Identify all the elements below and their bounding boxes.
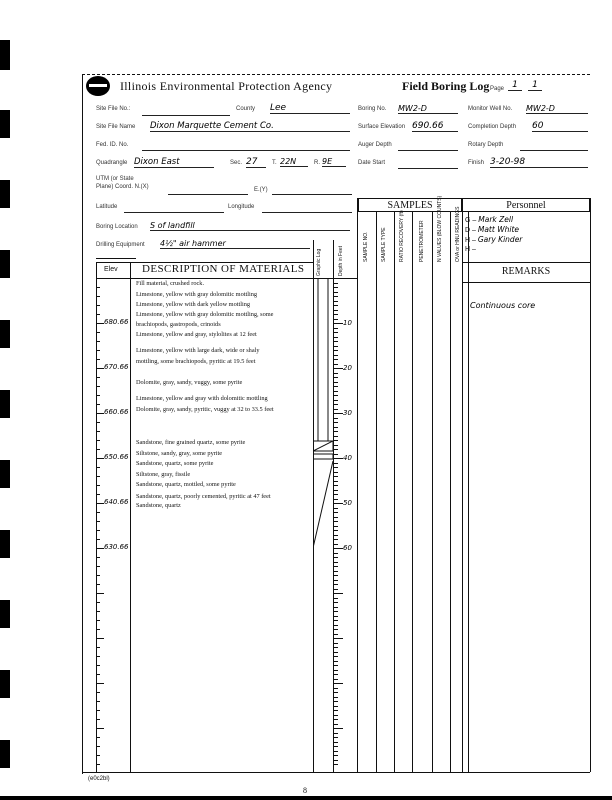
county-label: County [236, 106, 256, 112]
agency-name: Illinois Environmental Protection Agency [120, 79, 333, 93]
depth-tick [333, 755, 338, 756]
sample-column-header: SAMPLE TYPE [381, 227, 387, 262]
depth-tick [333, 652, 338, 653]
rule [462, 262, 590, 263]
depth-tick [333, 575, 338, 576]
depth-tick [333, 404, 338, 405]
depth-tick [333, 683, 343, 684]
description-header: DESCRIPTION OF MATERIALS [142, 263, 305, 275]
form-title: Field Boring Log [402, 79, 490, 93]
elev-tick [96, 377, 100, 378]
depth-tick [333, 733, 338, 734]
depth-tick [333, 440, 338, 441]
rule [412, 212, 413, 772]
elev-tick [96, 314, 100, 315]
elev-tick [96, 728, 104, 729]
depth-tick [333, 584, 338, 585]
depth-tick [333, 661, 338, 662]
latitude-label: Latitude [96, 204, 118, 210]
elev-tick [96, 737, 100, 738]
elev-tick [96, 566, 100, 567]
depth-tick [333, 710, 338, 711]
elev-tick [96, 548, 104, 549]
site-file-name-field[interactable]: Dixon Marquette Cement Co. [150, 121, 350, 132]
elevation-label: 650.66 [104, 453, 129, 461]
elev-tick [96, 575, 100, 576]
elev-tick [96, 539, 100, 540]
elev-tick [96, 503, 104, 504]
coord-n-field[interactable] [168, 184, 248, 195]
boring-no-label: Boring No. [358, 106, 387, 112]
depth-tick [333, 445, 338, 446]
range-field[interactable]: 9E [322, 157, 346, 167]
elev-tick [96, 440, 100, 441]
depth-tick [333, 350, 338, 351]
personnel-entry: H – [465, 246, 476, 253]
form-border-left [82, 74, 83, 774]
auger-depth-field[interactable] [398, 140, 458, 151]
depth-tick [333, 557, 338, 558]
elev-tick [96, 593, 104, 594]
finish-label: Finish [468, 160, 485, 166]
elev-tick [96, 557, 100, 558]
depth-tick [333, 418, 338, 419]
rule [462, 282, 590, 283]
sample-column-header: SAMPLE NO. [363, 231, 369, 262]
elev-tick [96, 467, 100, 468]
depth-tick [333, 521, 338, 522]
depth-tick [333, 751, 338, 752]
date-start-label: Date Start [358, 160, 386, 166]
depth-tick [333, 728, 343, 729]
iepa-logo [86, 76, 110, 96]
material-description: Limestone, yellow with gray dolomitic mottling [136, 291, 258, 298]
depth-tick [333, 634, 338, 635]
depth-tick [333, 458, 343, 459]
depth-tick [333, 373, 338, 374]
scan-edge [0, 796, 612, 800]
depth-tick [333, 692, 338, 693]
depth-tick [333, 679, 338, 680]
depth-tick [333, 580, 338, 581]
elev-tick [96, 431, 100, 432]
depth-tick [333, 526, 338, 527]
depth-tick [333, 544, 338, 545]
depth-label: 40 [343, 454, 352, 462]
depth-tick [333, 431, 338, 432]
depth-tick [333, 715, 338, 716]
depth-tick [333, 283, 338, 284]
graphic-log-unit [313, 454, 333, 459]
depth-tick [333, 337, 338, 338]
depth-tick [333, 499, 338, 500]
depth-tick [333, 638, 343, 639]
personnel-entry: G – Mark Zell [465, 215, 514, 224]
depth-tick [333, 400, 338, 401]
sample-column-header: OVA or HNU READINGS [455, 206, 461, 262]
binder-mark [0, 180, 10, 208]
latitude-field[interactable] [124, 202, 224, 213]
material-description: Dolomite, gray, sandy, pyritic, vuggy at 32 to 33.5 feet [136, 406, 274, 413]
elev-tick [96, 404, 100, 405]
elev-tick [96, 620, 100, 621]
elev-tick [96, 305, 100, 306]
quadrangle-field[interactable]: Dixon East [134, 157, 214, 168]
depth-tick [333, 467, 338, 468]
elev-tick [96, 368, 104, 369]
depth-tick [333, 476, 338, 477]
elev-tick [96, 323, 104, 324]
form-border-bottom [82, 772, 590, 773]
depth-tick [333, 706, 338, 707]
depth-tick [333, 332, 338, 333]
depth-tick [333, 319, 338, 320]
binder-mark [0, 740, 10, 768]
depth-tick [333, 301, 338, 302]
boring-location-field[interactable]: S of landfill [150, 221, 350, 231]
elev-tick [96, 665, 100, 666]
depth-tick [333, 503, 343, 504]
binder-mark [0, 670, 10, 698]
material-description: Sandstone, quartz, mottled, some pyrite [136, 481, 236, 488]
page-number-field[interactable]: 1 [508, 80, 522, 91]
material-description: Limestone, yellow with dark yellow mottling [136, 301, 251, 308]
elev-tick [96, 485, 100, 486]
county-field[interactable]: Lee [270, 103, 350, 114]
drilling-equipment-label: Drilling Equipment [96, 242, 145, 248]
depth-label: 10 [343, 319, 352, 327]
elev-tick [96, 350, 100, 351]
depth-tick [333, 449, 338, 450]
depth-tick [333, 377, 338, 378]
elev-tick [96, 386, 100, 387]
elev-tick [96, 701, 100, 702]
elev-tick [96, 296, 100, 297]
elev-tick [96, 638, 104, 639]
depth-tick [333, 305, 338, 306]
elevation-label: 670.66 [104, 363, 129, 371]
depth-tick [333, 674, 338, 675]
depth-tick [333, 602, 338, 603]
graphic-log-line [313, 441, 333, 451]
graphic-log [313, 278, 333, 772]
depth-tick [333, 368, 343, 369]
depth-label: 50 [343, 499, 352, 507]
material-description: Siltstone, sandy, gray, some pyrite [136, 450, 223, 457]
personnel-header: Personnel [462, 198, 590, 212]
depth-tick [333, 598, 338, 599]
sample-column-header: PENETROMETER [419, 220, 425, 262]
rule [450, 212, 451, 772]
finish-date-field[interactable]: 3-20-98 [490, 157, 588, 168]
material-description: mottling, some brachiopods, pyritic at 19.5 feet [136, 358, 256, 365]
depth-tick [333, 764, 338, 765]
graphic-log-header: Graphic Log [316, 248, 322, 276]
elev-tick [96, 692, 100, 693]
depth-tick [333, 355, 338, 356]
auger-depth-label: Auger Depth [358, 142, 392, 148]
coord-e-label: E.(Y) [254, 187, 268, 193]
page-number: 8 [303, 786, 307, 795]
range-label: R. [314, 160, 320, 166]
depth-tick [333, 539, 338, 540]
material-description: Limestone, yellow with large dark, wide or shaly [136, 347, 260, 354]
depth-tick [333, 508, 338, 509]
elev-tick [96, 656, 100, 657]
coord-e-field[interactable] [272, 184, 352, 195]
depth-tick [333, 517, 338, 518]
depth-tick [333, 454, 338, 455]
depth-tick [333, 643, 338, 644]
utm-label: UTM (or State [96, 176, 134, 182]
site-file-no-field[interactable] [142, 104, 230, 116]
depth-tick [333, 737, 338, 738]
samples-header: SAMPLES [358, 198, 462, 212]
drilling-equipment-field[interactable]: 4½" air hammer [160, 239, 310, 249]
elev-tick [96, 332, 100, 333]
depth-tick [333, 647, 338, 648]
elev-tick [96, 422, 100, 423]
elev-tick [96, 674, 100, 675]
binder-mark [0, 460, 10, 488]
depth-tick [333, 323, 343, 324]
elev-tick [96, 521, 100, 522]
elev-tick [96, 683, 104, 684]
elevation-label: 630.66 [104, 543, 129, 551]
rule [590, 198, 591, 772]
depth-tick [333, 562, 338, 563]
elev-tick [96, 764, 100, 765]
material-description: Dolomite, gray, sandy, vuggy, some pyrite [136, 379, 243, 386]
page-label: Page [490, 86, 505, 92]
material-description: Sandstone, quartz, some pyrite [136, 460, 214, 467]
depth-tick [333, 296, 338, 297]
binder-mark [0, 600, 10, 628]
elev-header: Elev [104, 266, 118, 273]
material-description: Limestone, yellow with gray dolomitic mottling, some [136, 311, 274, 318]
surface-elevation-label: Surface Elevation [358, 124, 406, 130]
depth-tick [333, 472, 338, 473]
monitor-well-label: Monitor Well No. [468, 106, 513, 112]
depth-tick [333, 512, 338, 513]
surface-elevation-field[interactable]: 690.66 [412, 121, 458, 132]
material-description: Limestone, yellow and gray, stylolites at 12 feet [136, 331, 257, 338]
depth-tick [333, 724, 338, 725]
personnel-entry: D – Matt White [465, 225, 519, 234]
elev-tick [96, 512, 100, 513]
material-description: Siltstone, gray, fissile [136, 471, 191, 478]
rule [130, 262, 131, 772]
depth-tick [333, 670, 338, 671]
elev-tick [96, 530, 100, 531]
remarks-header: REMARKS [501, 266, 551, 277]
binder-mark [0, 110, 10, 138]
monitor-well-field[interactable]: MW2-D [526, 104, 588, 114]
depth-tick [333, 463, 338, 464]
completion-depth-label: Completion Depth [468, 124, 517, 130]
depth-tick [333, 314, 338, 315]
depth-tick [333, 760, 338, 761]
elev-tick [96, 746, 100, 747]
rule [394, 212, 395, 772]
elev-tick [96, 413, 104, 414]
township-label: T. [272, 160, 277, 166]
rule [468, 212, 469, 772]
depth-tick [333, 530, 338, 531]
remarks-text: Continuous core [470, 301, 536, 310]
depth-label: 30 [343, 409, 352, 417]
depth-tick [333, 386, 338, 387]
depth-tick [333, 359, 338, 360]
fed-id-field[interactable] [142, 140, 350, 151]
plane-coord-label: Plane) Coord. N.(X) [96, 184, 149, 190]
graphic-log-line [313, 461, 333, 548]
sec-field[interactable]: 27 [246, 157, 266, 168]
elevation-label: 660.66 [104, 408, 129, 416]
elev-tick [96, 602, 100, 603]
depth-tick [333, 616, 338, 617]
depth-tick [333, 688, 338, 689]
personnel-entry: H – Gary Kinder [465, 235, 523, 244]
boring-location-label: Boring Location [96, 224, 138, 230]
binder-mark [0, 40, 10, 70]
depth-tick [333, 328, 338, 329]
sample-column-header: RATIO RECOVERY (ft) [399, 210, 405, 262]
date-start-field[interactable] [398, 158, 458, 169]
elevation-label: 640.66 [104, 498, 129, 506]
depth-tick [333, 341, 338, 342]
material-description: Sandstone, quartz, poorly cemented, pyritic at 47 feet [136, 493, 271, 500]
rule [96, 262, 97, 772]
depth-tick [333, 436, 338, 437]
quadrangle-label: Quadrangle [96, 160, 128, 166]
longitude-label: Longitude [228, 204, 255, 210]
fed-id-label: Fed. ID. No. [96, 142, 129, 148]
material-description: brachiopods, gastropods, crinoids [136, 321, 221, 328]
binder-mark [0, 530, 10, 558]
rule [432, 212, 433, 772]
depth-tick [333, 422, 338, 423]
depth-tick [333, 701, 338, 702]
rule [96, 258, 136, 259]
elev-tick [96, 359, 100, 360]
rule [357, 198, 358, 772]
depth-tick [333, 427, 338, 428]
site-file-no-label: Site File No.: [96, 106, 131, 112]
elev-tick [96, 395, 100, 396]
depth-tick [333, 481, 338, 482]
elev-tick [96, 647, 100, 648]
material-description: Limestone, yellow and gray with dolomitic mottling [136, 395, 268, 402]
material-description: Sandstone, fine grained quartz, some pyrite [136, 439, 246, 446]
rule [462, 198, 463, 772]
sec-label: Sec. [230, 160, 243, 166]
elevation-label: 680.66 [104, 318, 129, 326]
depth-tick [333, 566, 338, 567]
binder-mark [0, 320, 10, 348]
elev-tick [96, 476, 100, 477]
depth-tick [333, 346, 338, 347]
depth-tick [333, 535, 338, 536]
elev-tick [96, 494, 100, 495]
rotary-depth-label: Rotary Depth [468, 142, 504, 148]
binder-mark [0, 250, 10, 278]
depth-tick [333, 611, 338, 612]
boring-no-field[interactable]: MW2-D [398, 104, 458, 114]
elev-tick [96, 755, 100, 756]
depth-tick [333, 719, 338, 720]
depth-tick [333, 409, 338, 410]
depth-tick [333, 413, 343, 414]
depth-label: 60 [343, 544, 352, 552]
depth-tick [333, 620, 338, 621]
depth-tick [333, 287, 338, 288]
elev-tick [96, 584, 100, 585]
depth-tick [333, 310, 338, 311]
depth-tick [333, 742, 338, 743]
depth-tick [333, 490, 338, 491]
binder-mark [0, 390, 10, 418]
depth-label: 20 [343, 364, 352, 372]
depth-tick [333, 593, 343, 594]
rotary-depth-field[interactable] [520, 140, 588, 151]
completion-depth-field[interactable]: 60 [532, 121, 588, 132]
form-code: (e0c2bl) [88, 776, 110, 782]
depth-tick [333, 589, 338, 590]
elev-tick [96, 449, 100, 450]
depth-tick [333, 485, 338, 486]
depth-tick [333, 656, 338, 657]
depth-tick [333, 746, 338, 747]
material-description: Sandstone, quartz [136, 502, 181, 509]
depth-tick [333, 382, 338, 383]
form-border-top [82, 74, 590, 75]
depth-tick [333, 548, 343, 549]
material-description: Fill material, crushed rock. [136, 280, 205, 287]
depth-tick [333, 629, 338, 630]
elev-tick [96, 458, 104, 459]
depth-header: Depth in Feet [338, 245, 344, 276]
depth-tick [333, 571, 338, 572]
depth-tick [333, 665, 338, 666]
depth-tick [333, 553, 338, 554]
depth-tick [333, 607, 338, 608]
depth-tick [333, 625, 338, 626]
page-of-field[interactable]: 1 [528, 80, 542, 91]
elev-tick [96, 611, 100, 612]
elev-tick [96, 287, 100, 288]
rule [376, 212, 377, 772]
elev-tick [96, 710, 100, 711]
depth-tick [333, 391, 338, 392]
personnel-list [465, 215, 522, 254]
depth-tick [333, 395, 338, 396]
elev-tick [96, 629, 100, 630]
depth-tick [333, 494, 338, 495]
elev-tick [96, 719, 100, 720]
depth-tick [333, 292, 338, 293]
township-field[interactable]: 22N [280, 157, 308, 167]
sample-column-header: N VALUES (BLOW COUNTS) [437, 195, 443, 262]
longitude-field[interactable] [262, 202, 352, 213]
elev-tick [96, 341, 100, 342]
site-file-name-label: Site File Name [96, 124, 136, 130]
depth-tick [333, 697, 338, 698]
depth-tick [333, 364, 338, 365]
